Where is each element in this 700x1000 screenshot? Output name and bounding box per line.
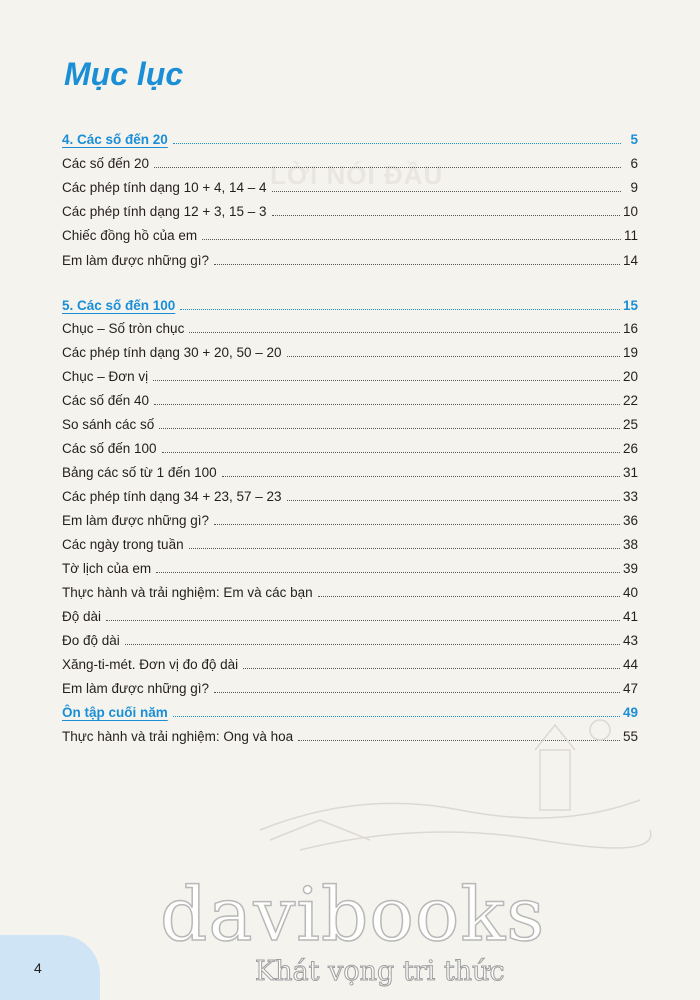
toc-entry-page: 14 — [622, 253, 638, 268]
toc-entry-label: Các ngày trong tuần — [62, 537, 184, 552]
toc-entry-label: Thực hành và trải nghiệm: Ong và hoa — [62, 729, 294, 744]
dot-leader — [159, 428, 620, 429]
toc-chapter-row[interactable] — [62, 292, 638, 314]
toc-entry-page: 15 — [622, 298, 638, 313]
toc-entry-page: 38 — [622, 537, 638, 552]
toc-entry-page: 16 — [622, 321, 638, 336]
toc-entry-label: Bảng các số từ 1 đến 100 — [62, 465, 217, 480]
dot-leader — [222, 476, 620, 477]
toc-entry-label: Em làm được những gì? — [62, 681, 209, 696]
toc-entry-page: 44 — [622, 657, 638, 672]
dot-leader — [154, 404, 620, 405]
toc-item-row[interactable] — [62, 507, 638, 529]
toc-item-row[interactable] — [62, 435, 638, 457]
faded-illustration — [240, 690, 660, 890]
toc-entry-page: 25 — [622, 417, 638, 432]
toc-item-row[interactable] — [62, 411, 638, 433]
show-through-text: LỜI NÓI ĐẦU — [270, 160, 444, 190]
toc-entry-label: 5. Các số đến 100 — [62, 298, 176, 313]
toc-item-row[interactable] — [62, 531, 638, 553]
toc-item-row[interactable] — [62, 603, 638, 625]
dot-leader — [214, 524, 620, 525]
toc-item-row[interactable] — [62, 459, 638, 481]
toc-entry-label: So sánh các số — [62, 417, 155, 432]
toc-item-row[interactable] — [62, 555, 638, 577]
toc-entry-page: 26 — [622, 441, 638, 456]
toc-entry-page: 47 — [622, 681, 638, 696]
toc-item-row[interactable] — [62, 483, 638, 505]
toc-entry-label: Các số đến 100 — [62, 441, 157, 456]
toc-entry-page: 20 — [622, 369, 638, 384]
dot-leader — [156, 572, 620, 573]
toc-item-row[interactable] — [62, 339, 638, 361]
toc-entry-page: 19 — [622, 345, 638, 360]
toc-entry-label: Thực hành và trải nghiệm: Em và các bạn — [62, 585, 313, 600]
dot-leader — [189, 548, 620, 549]
toc-item-row[interactable] — [62, 222, 638, 244]
toc-item-row[interactable] — [62, 387, 638, 409]
toc-entry-label: Các số đến 20 — [62, 156, 150, 171]
dot-leader — [214, 264, 620, 265]
toc-item-row[interactable] — [62, 247, 638, 269]
toc-item-row[interactable] — [62, 174, 638, 196]
toc-entry-page: 40 — [622, 585, 638, 600]
toc-entry-page: 31 — [622, 465, 638, 480]
toc-entry-page: 43 — [622, 633, 638, 648]
dot-leader — [125, 644, 620, 645]
toc-entry-page: 36 — [622, 513, 638, 528]
toc-entry-label: Các phép tính dạng 30 + 20, 50 – 20 — [62, 345, 282, 360]
toc-entry-label: Ôn tập cuối năm — [62, 705, 168, 720]
toc-entry-label: Đo độ dài — [62, 633, 120, 648]
dot-leader — [189, 332, 620, 333]
toc-entry-page: 49 — [622, 705, 638, 720]
toc-entry-page: 55 — [622, 729, 638, 744]
toc-entry-page: 33 — [622, 489, 638, 504]
dot-leader — [162, 452, 620, 453]
dot-leader — [154, 167, 621, 168]
dot-leader — [153, 380, 620, 381]
toc-entry-label: Độ dài — [62, 609, 102, 624]
dot-leader — [272, 215, 620, 216]
page-number-tab — [0, 935, 100, 1000]
toc-item-row[interactable] — [62, 627, 638, 649]
toc-item-row[interactable] — [62, 315, 638, 337]
toc-entry-label: Em làm được những gì? — [62, 513, 209, 528]
toc-entry-label: Các số đến 40 — [62, 393, 150, 408]
dot-leader — [272, 191, 621, 192]
dot-leader — [287, 500, 620, 501]
toc-entry-page: 39 — [622, 561, 638, 576]
page-title: Mục lục — [64, 56, 184, 92]
page-number: 4 — [34, 960, 42, 976]
toc-entry-page: 9 — [630, 180, 638, 195]
toc-item-row[interactable] — [62, 198, 638, 220]
toc-entry-label: Các phép tính dạng 12 + 3, 15 – 3 — [62, 204, 267, 219]
toc-entry-page: 22 — [622, 393, 638, 408]
dot-leader — [173, 143, 621, 144]
dot-leader — [243, 668, 620, 669]
toc-entry-label: 4. Các số đến 20 — [62, 132, 168, 147]
toc-entry-page: 6 — [630, 156, 638, 171]
watermark-tagline: Khát vọng tri thức — [255, 956, 505, 987]
toc-item-row[interactable] — [62, 579, 638, 601]
dot-leader — [180, 309, 620, 310]
watermark-brand: davibooks — [160, 872, 546, 958]
toc-entry-label: Các phép tính dạng 10 + 4, 14 – 4 — [62, 180, 267, 195]
toc-entry-label: Tờ lịch của em — [62, 561, 152, 576]
dot-leader — [106, 620, 620, 621]
toc-entry-label: Các phép tính dạng 34 + 23, 57 – 23 — [62, 489, 282, 504]
toc-entry-page: 10 — [622, 204, 638, 219]
toc-item-row[interactable] — [62, 651, 638, 673]
dot-leader — [318, 596, 620, 597]
dot-leader — [202, 239, 621, 240]
toc-item-row[interactable] — [62, 363, 638, 385]
toc-entry-label: Chiếc đồng hồ của em — [62, 228, 198, 243]
toc-chapter-row[interactable] — [62, 126, 638, 148]
toc-entry-page: 5 — [630, 132, 638, 147]
toc-entry-label: Xăng-ti-mét. Đơn vị đo độ dài — [62, 657, 239, 672]
toc-item-row[interactable] — [62, 150, 638, 172]
toc-entry-label: Em làm được những gì? — [62, 253, 209, 268]
toc-entry-label: Chục – Số tròn chục — [62, 321, 185, 336]
toc-entry-label: Chục – Đơn vị — [62, 369, 149, 384]
dot-leader — [287, 356, 620, 357]
toc-entry-page: 11 — [623, 228, 638, 243]
toc-entry-page: 41 — [622, 609, 638, 624]
